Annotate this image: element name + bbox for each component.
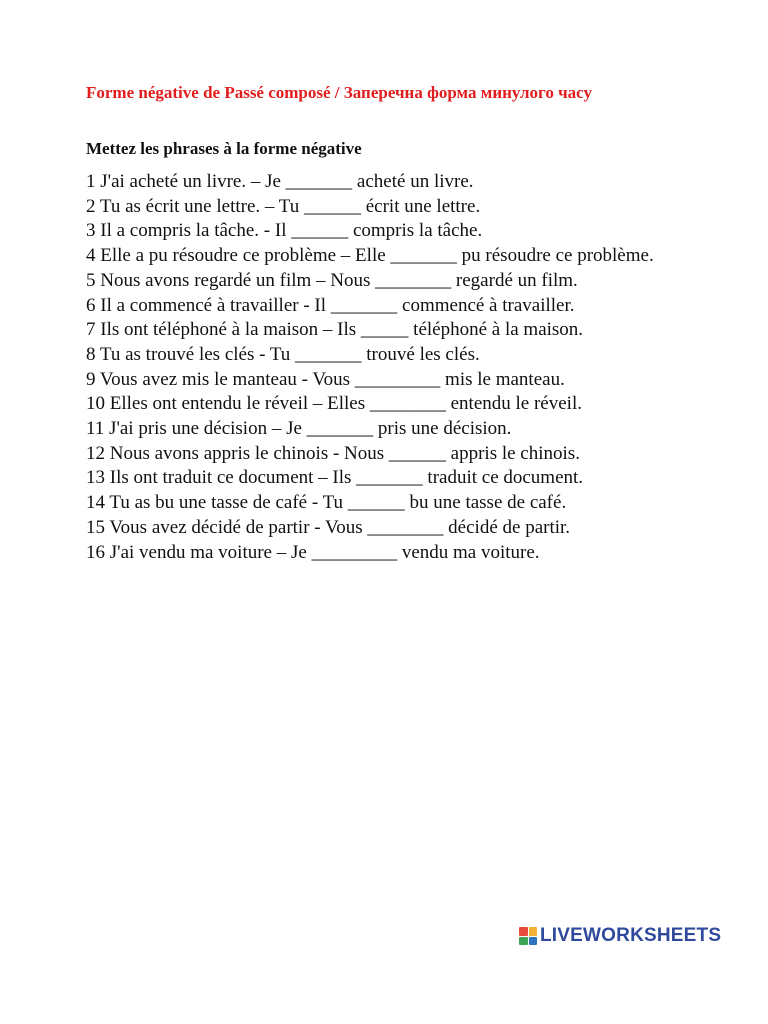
exercise-list — [86, 170, 696, 565]
logo-square — [519, 927, 528, 936]
exercise-item: 12 Nous avons appris le chinois - Nous ______ appris le chinois. — [86, 442, 580, 464]
exercise-item: 11 J'ai pris une décision – Je _______ pris une décision. — [86, 418, 512, 440]
exercise-item: 16 J'ai vendu ma voiture – Je _________ vendu ma voiture. — [86, 541, 540, 563]
exercise-item: 2 Tu as écrit une lettre. – Tu ______ écrit une lettre. — [86, 195, 481, 217]
liveworksheets-logo[interactable] — [519, 924, 721, 948]
logo-square — [529, 937, 538, 946]
exercise-item: 3 Il a compris la tâche. - Il ______ compris la tâche. — [86, 220, 483, 242]
logo-square — [519, 937, 528, 946]
exercise-item: 10 Elles ont entendu le réveil – Elles ________ entendu le réveil. — [86, 393, 582, 415]
exercise-item: 9 Vous avez mis le manteau - Vous _________ mis le manteau. — [86, 368, 565, 390]
exercise-item: 5 Nous avons regardé un film – Nous ________ regardé un film. — [86, 269, 578, 291]
logo-square — [529, 927, 538, 936]
exercise-item: 7 Ils ont téléphoné à la maison – Ils _____ téléphoné à la maison. — [86, 319, 584, 341]
exercise-item: 13 Ils ont traduit ce document – Ils _______ traduit ce document. — [86, 467, 584, 489]
logo-icon — [519, 927, 537, 945]
exercise-item: 14 Tu as bu une tasse de café - Tu ______ bu une tasse de café. — [86, 492, 567, 514]
exercise-item: 8 Tu as trouvé les clés - Tu _______ trouvé les clés. — [86, 343, 480, 365]
logo-text: LIVEWORKSHEETS — [540, 925, 722, 946]
instructions: Mettez les phrases à la forme négative — [86, 139, 362, 158]
exercise-item: 6 Il a commencé à travailler - Il _______ commencé à travailler. — [86, 294, 575, 316]
exercise-item: 1 J'ai acheté un livre. – Je _______ acheté un livre. — [86, 171, 474, 192]
exercise-item: 15 Vous avez décidé de partir - Vous ________ décidé de partir. — [86, 516, 571, 538]
exercise-item: 4 Elle a pu résoudre ce problème – Elle _______ pu résoudre ce problème. — [86, 245, 654, 267]
worksheet-title: Forme négative de Passé composé / Заперечна форма минулого часу — [86, 83, 592, 102]
